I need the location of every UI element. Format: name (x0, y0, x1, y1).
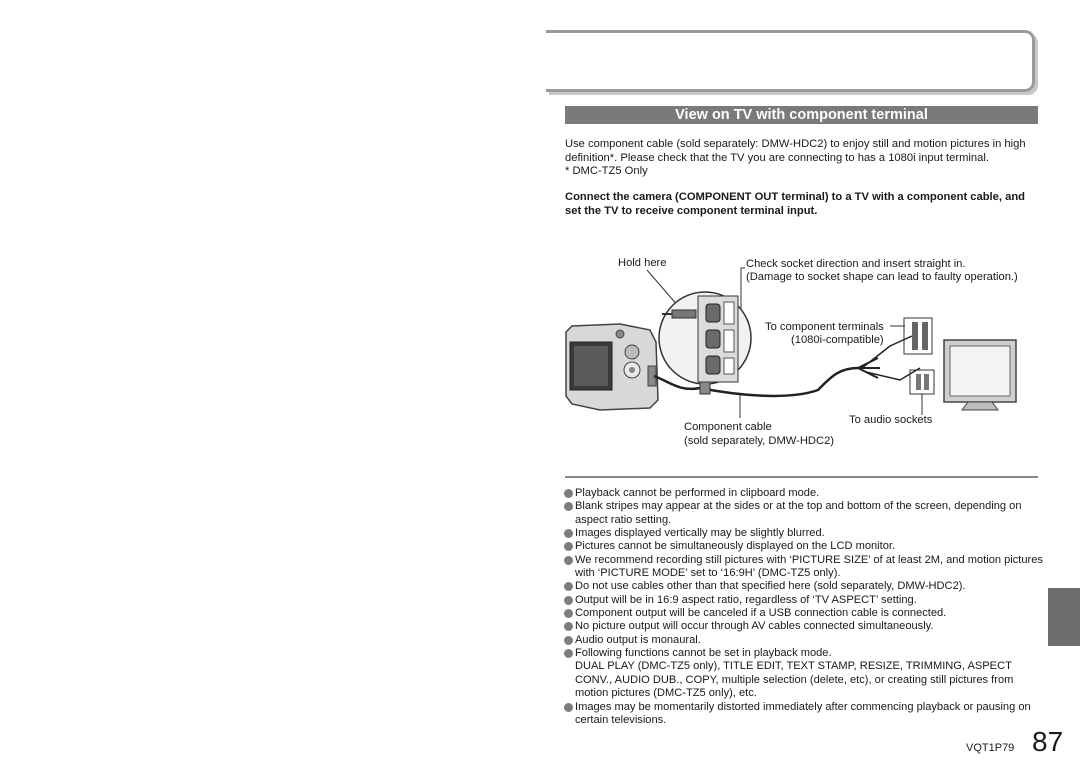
header-frame (546, 30, 1035, 92)
bullet-icon (564, 622, 573, 631)
component-terminal-plugs (904, 318, 932, 354)
list-item: Audio output is monaural. (563, 634, 1043, 647)
bullet-icon (564, 636, 573, 645)
list-item: Component output will be canceled if a USB connection cable is connected. (563, 607, 1043, 620)
socket-magnified-view (659, 292, 751, 384)
list-item: No picture output will occur through AV cables connected simultaneously. (563, 620, 1043, 633)
intro-paragraph: Use component cable (sold separately: DMW-HDC2) to enjoy still and motion pictures in high definition*. Please check that the TV you are connecting to has a 1080i input terminal. (565, 138, 1026, 164)
audio-sockets-label: To audio sockets (849, 414, 933, 426)
list-item: Do not use cables other than that specified here (sold separately, DMW-HDC2). (563, 580, 1043, 593)
notes-list (563, 487, 1043, 727)
bullet-icon (564, 582, 573, 591)
section-title: View on TV with component terminal (565, 106, 1038, 124)
list-item: Output will be in 16:9 aspect ratio, regardless of ‘TV ASPECT’ setting. (563, 594, 1043, 607)
audio-terminal-plugs (910, 370, 934, 394)
section-divider (565, 476, 1038, 478)
bullet-icon (564, 609, 573, 618)
list-item: Playback cannot be performed in clipboard mode. (563, 487, 1043, 500)
page-number: 87 (1032, 726, 1064, 757)
bullet-icon (564, 529, 573, 538)
component-terminals-compat: (1080i-compatible) (791, 334, 884, 346)
chapter-side-tab (1048, 588, 1080, 646)
check-socket-warning: (Damage to socket shape can lead to faulty operation.) (746, 271, 1018, 283)
bullet-icon (564, 703, 573, 712)
tv-image (944, 340, 1016, 410)
bullet-icon (564, 596, 573, 605)
bullet-icon (564, 556, 573, 565)
document-code: VQT1P79 (966, 742, 1015, 754)
list-item: Images displayed vertically may be slightly blurred. (563, 527, 1043, 540)
instruction-text: Connect the camera (COMPONENT OUT terminal) to a TV with a component cable, and set the TV to receive component terminal input. (565, 191, 1025, 217)
list-item: Following functions cannot be set in playback mode. DUAL PLAY (DMC-TZ5 only), TITLE EDIT, TEXT STAMP, RESIZE, TRIMMING, ASPECT CONV., AUDIO DUB., COPY, multiple selection (delete, etc), or creating still pictures from motion pictures (DMC-TZ5 only), etc. (563, 647, 1043, 700)
check-socket-label: Check socket direction and insert straight in. (746, 258, 966, 270)
component-cable-sold: (sold separately, DMW-HDC2) (684, 435, 835, 447)
bullet-icon (564, 649, 573, 658)
footnote: * DMC-TZ5 Only (565, 165, 648, 177)
list-item: Images may be momentarily distorted immediately after commencing playback or pausing on certain televisions. (563, 701, 1043, 728)
bullet-icon (564, 502, 573, 511)
camera-image (566, 324, 658, 410)
list-item: We recommend recording still pictures with ‘PICTURE SIZE’ of at least 2M, and motion pictures with ‘PICTURE MODE’ set to ‘16:9H’ (DMC-TZ5 only). (563, 554, 1043, 581)
component-cable-label: Component cable (684, 421, 772, 433)
bullet-icon (564, 489, 573, 498)
bullet-icon (564, 542, 573, 551)
hold-here-label: Hold here (618, 257, 667, 269)
list-item: Blank stripes may appear at the sides or at the top and bottom of the screen, depending on aspect ratio setting. (563, 500, 1043, 527)
component-terminals-label: To component terminals (765, 321, 884, 333)
list-item: Pictures cannot be simultaneously displayed on the LCD monitor. (563, 540, 1043, 553)
